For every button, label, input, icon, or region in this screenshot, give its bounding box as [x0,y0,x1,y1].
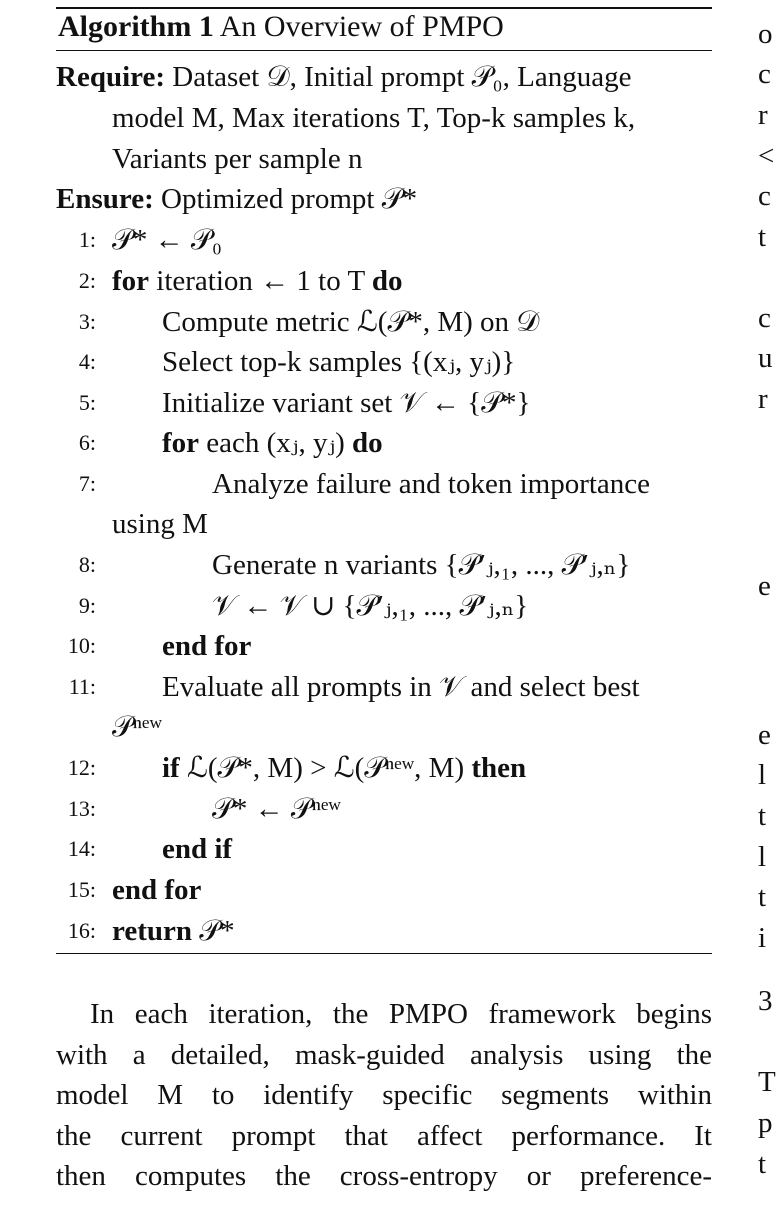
right-column-fragment: i [758,922,767,954]
algorithm-bottom-rule [56,953,712,954]
right-column-fragment: o [758,18,773,50]
step-text [212,468,650,500]
right-column-fragment: < [758,140,775,172]
right-column-fragment: c [758,58,771,90]
step-expression: Generate n variants {𝒫′ⱼ,₁, ..., 𝒫′ⱼ,ₙ} [212,549,631,581]
right-column-fragment: t [758,221,767,253]
step-number: 7: [78,471,96,496]
step-expression: iteration ← 1 to T [156,265,365,297]
step-expression: 𝒫* [199,915,235,947]
step-number: 13: [67,796,96,821]
step-expression: 𝒱 ← 𝒱 ∪ {𝒫′ⱼ,₁, ..., 𝒫′ⱼ,ₙ} [212,590,529,622]
step-expression: 𝒫* ← 𝒫₀ [112,224,222,256]
right-column-fragment: e [758,719,771,751]
step-number: 2: [78,268,96,293]
step-text [212,549,630,581]
step-number: 9: [78,593,96,618]
step-expression: 𝒫* ← 𝒫ⁿᵉʷ [212,793,341,825]
step-text [162,306,539,338]
paragraph-line: model M to identify specific segments within [56,1079,712,1111]
right-column-fragment: 3 [758,985,773,1017]
right-column-fragment: r [758,383,768,415]
step-continuation: using M [112,508,208,540]
right-column-fragment: t [758,881,767,913]
require-label: Require: [56,61,166,93]
right-column-fragment: e [758,570,771,602]
step-number: 16: [67,918,96,943]
algorithm-top-rule [56,7,712,9]
right-column-fragment: c [758,302,771,334]
right-column-fragment: t [758,1148,767,1180]
algorithm-caption [58,10,504,44]
right-column-fragment: l [758,841,767,873]
require-text-1: Dataset 𝒟, Initial prompt 𝒫₀, Language [172,61,632,93]
right-column-fragment: t [758,800,767,832]
step-expression: ℒ(𝒫*, M) > ℒ(𝒫ⁿᵉʷ, M) [186,752,465,784]
step-keyword: return [112,915,193,947]
step-keyword: do [352,427,383,459]
step-number: 3: [78,309,96,334]
step-number: 1: [78,227,96,252]
paragraph-line: with a detailed, mask-guided analysis using the [56,1038,712,1071]
step-keyword: for [112,265,150,297]
step-continuation: 𝒫ⁿᵉʷ [112,711,162,743]
step-text [162,833,232,865]
algorithm-title: An Overview of PMPO [219,10,504,43]
right-column-fragment: c [758,180,771,212]
step-text [162,630,251,662]
body-paragraph [56,994,712,1197]
step-number: 5: [78,390,96,415]
ensure-line [56,183,417,215]
step-keyword: then [471,752,527,784]
step-text [162,671,640,703]
step-keyword: if [162,752,180,784]
step-keyword: end if [162,833,233,865]
step-number: 12: [67,755,96,780]
right-column-fragment: r [758,99,768,131]
step-expression: Compute metric ℒ(𝒫*, M) on 𝒟 [162,306,540,338]
step-expression: Select top-k samples {(xⱼ, yⱼ)} [162,346,516,378]
step-text [212,590,528,622]
step-expression: Evaluate all prompts in 𝒱 and select best [162,671,640,703]
paragraph-line: then computes the cross-entropy or preference- [56,1160,712,1192]
step-expression: Initialize variant set 𝒱 ← {𝒫*} [162,387,531,419]
require-line-1 [56,61,632,93]
paragraph-line: In each iteration, the PMPO framework begins [90,998,712,1030]
step-text [162,752,526,784]
step-text [162,387,530,419]
step-expression: each (xⱼ, yⱼ) [206,427,345,459]
step-number: 4: [78,349,96,374]
step-expression: Analyze failure and token importance [212,468,651,500]
step-keyword: for [162,427,200,459]
step-keyword: end for [162,630,252,662]
step-text [162,346,515,378]
step-number: 14: [67,836,96,861]
step-number: 15: [67,877,96,902]
step-number: 11: [68,674,96,699]
step-number: 8: [78,552,96,577]
step-text [112,874,201,906]
right-column-cutoff [758,0,776,1225]
step-text [112,915,235,947]
step-text [162,427,383,459]
right-column-fragment: l [758,759,767,791]
ensure-label: Ensure: [56,183,154,215]
paragraph-line: the current prompt that affect performance. It [56,1119,712,1152]
step-text [112,265,403,297]
right-column-fragment: T [758,1066,776,1098]
right-column-fragment: u [758,342,773,374]
require-line-3: Variants per sample n [112,143,363,175]
algorithm-header-rule [56,50,712,51]
step-keyword: end for [112,874,202,906]
step-number: 6: [78,430,96,455]
step-keyword: do [371,265,403,297]
step-number: 10: [67,633,96,658]
ensure-text: Optimized prompt 𝒫* [161,183,418,215]
algorithm-label: Algorithm 1 [58,10,214,43]
step-text [112,224,222,256]
require-line-2: model M, Max iterations T, Top-k samples k, [112,102,636,134]
right-column-fragment: p [758,1107,773,1139]
step-text [212,793,341,825]
